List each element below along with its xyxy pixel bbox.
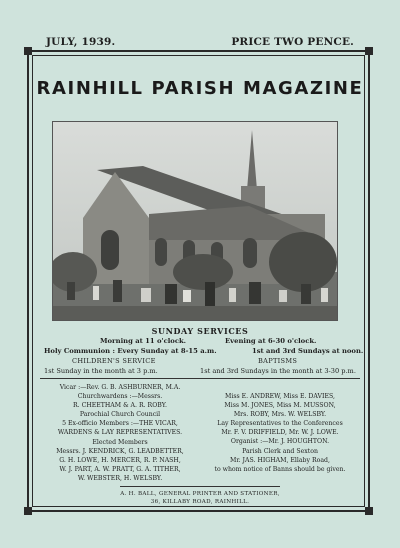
- communion-noon: 1st and 3rd Sundays at noon.: [252, 347, 364, 355]
- border-corner: [24, 507, 32, 515]
- officer-line: WARDENS & LAY REPRESENTATIVES.: [57, 429, 183, 437]
- printer-line: A. H. BALL, GENERAL PRINTER AND STATIONER,: [120, 491, 280, 497]
- church-photo-illustration: [53, 122, 337, 320]
- morning-service: Morning at 11 o'clock.: [100, 337, 187, 345]
- officer-line: W. J. PART, A. W. PRATT, G. A. TITHER,: [59, 465, 181, 473]
- officer-line: Lay Representatives to the Conferences: [217, 420, 343, 428]
- border-corner: [24, 47, 32, 55]
- officer-line: Miss M. JONES, Miss M. MUSSON,: [224, 402, 336, 410]
- church-photograph: [52, 121, 338, 321]
- officer-line: W. WEBSTER, H. WELSBY.: [77, 474, 163, 482]
- officer-line: 5 Ex-officio Members :—THE VICAR,: [62, 420, 178, 428]
- officer-line: G. H. LOWE, H. MERCER, R. P. NASH,: [59, 456, 181, 464]
- childrens-service-time: 1st Sunday in the month at 3 p.m.: [44, 367, 158, 375]
- baptisms-time: 1st and 3rd Sundays in the month at 3-30 p.m.: [200, 367, 356, 375]
- footer-divider: [120, 486, 280, 487]
- officer-line: Vicar :—Rev. G. B. ASHBURNER, M.A.: [59, 384, 181, 391]
- evening-service: Evening at 6-30 o'clock.: [225, 337, 317, 345]
- border-corner: [365, 507, 373, 515]
- officer-line: Parish Clerk and Sexton: [242, 447, 318, 455]
- officer-line: Elected Members: [92, 438, 148, 446]
- baptisms-heading: BAPTISMS: [258, 357, 298, 365]
- holy-communion: Holy Communion : Every Sunday at 8-15 a.m.: [44, 347, 217, 355]
- printer-address: 36, KILLABY ROAD, RAINHILL.: [150, 499, 250, 505]
- issue-date: JULY, 1939.: [46, 36, 116, 48]
- officers-right-column: [200, 392, 360, 474]
- section-divider: [40, 378, 360, 379]
- officer-line: Mrs. ROBY, Mrs. W. WELSBY.: [233, 411, 327, 419]
- officer-line: Parochial Church Council: [79, 411, 161, 419]
- childrens-service-heading: CHILDREN'S SERVICE: [72, 357, 156, 365]
- officer-line: Churchwardens :—Messrs.: [77, 393, 163, 401]
- officers-left-column: [44, 383, 196, 483]
- officer-line: Miss E. ANDREW, Miss E. DAVIES,: [225, 393, 335, 400]
- masthead-line: [46, 36, 354, 48]
- officer-line: to whom notice of Banns should be given.: [214, 465, 346, 473]
- sunday-services-heading: SUNDAY SERVICES: [151, 326, 249, 336]
- border-corner: [365, 47, 373, 55]
- officer-line: Mr. JAS. HIGHAM, Ellaby Road,: [230, 456, 330, 464]
- officer-line: Organist :—Mr. J. HOUGHTON.: [230, 438, 330, 446]
- magazine-title: RAINHILL PARISH MAGAZINE: [36, 78, 364, 99]
- officer-line: R. CHEETHAM & A. R. ROBY.: [73, 402, 167, 410]
- officer-line: Messrs. J. KENDRICK, G. LEADBETTER,: [56, 447, 184, 455]
- price-label: PRICE TWO PENCE.: [231, 36, 354, 48]
- officer-line: Mr. F. V. DRIFFIELD, Mr. W. J. LOWE.: [221, 429, 339, 437]
